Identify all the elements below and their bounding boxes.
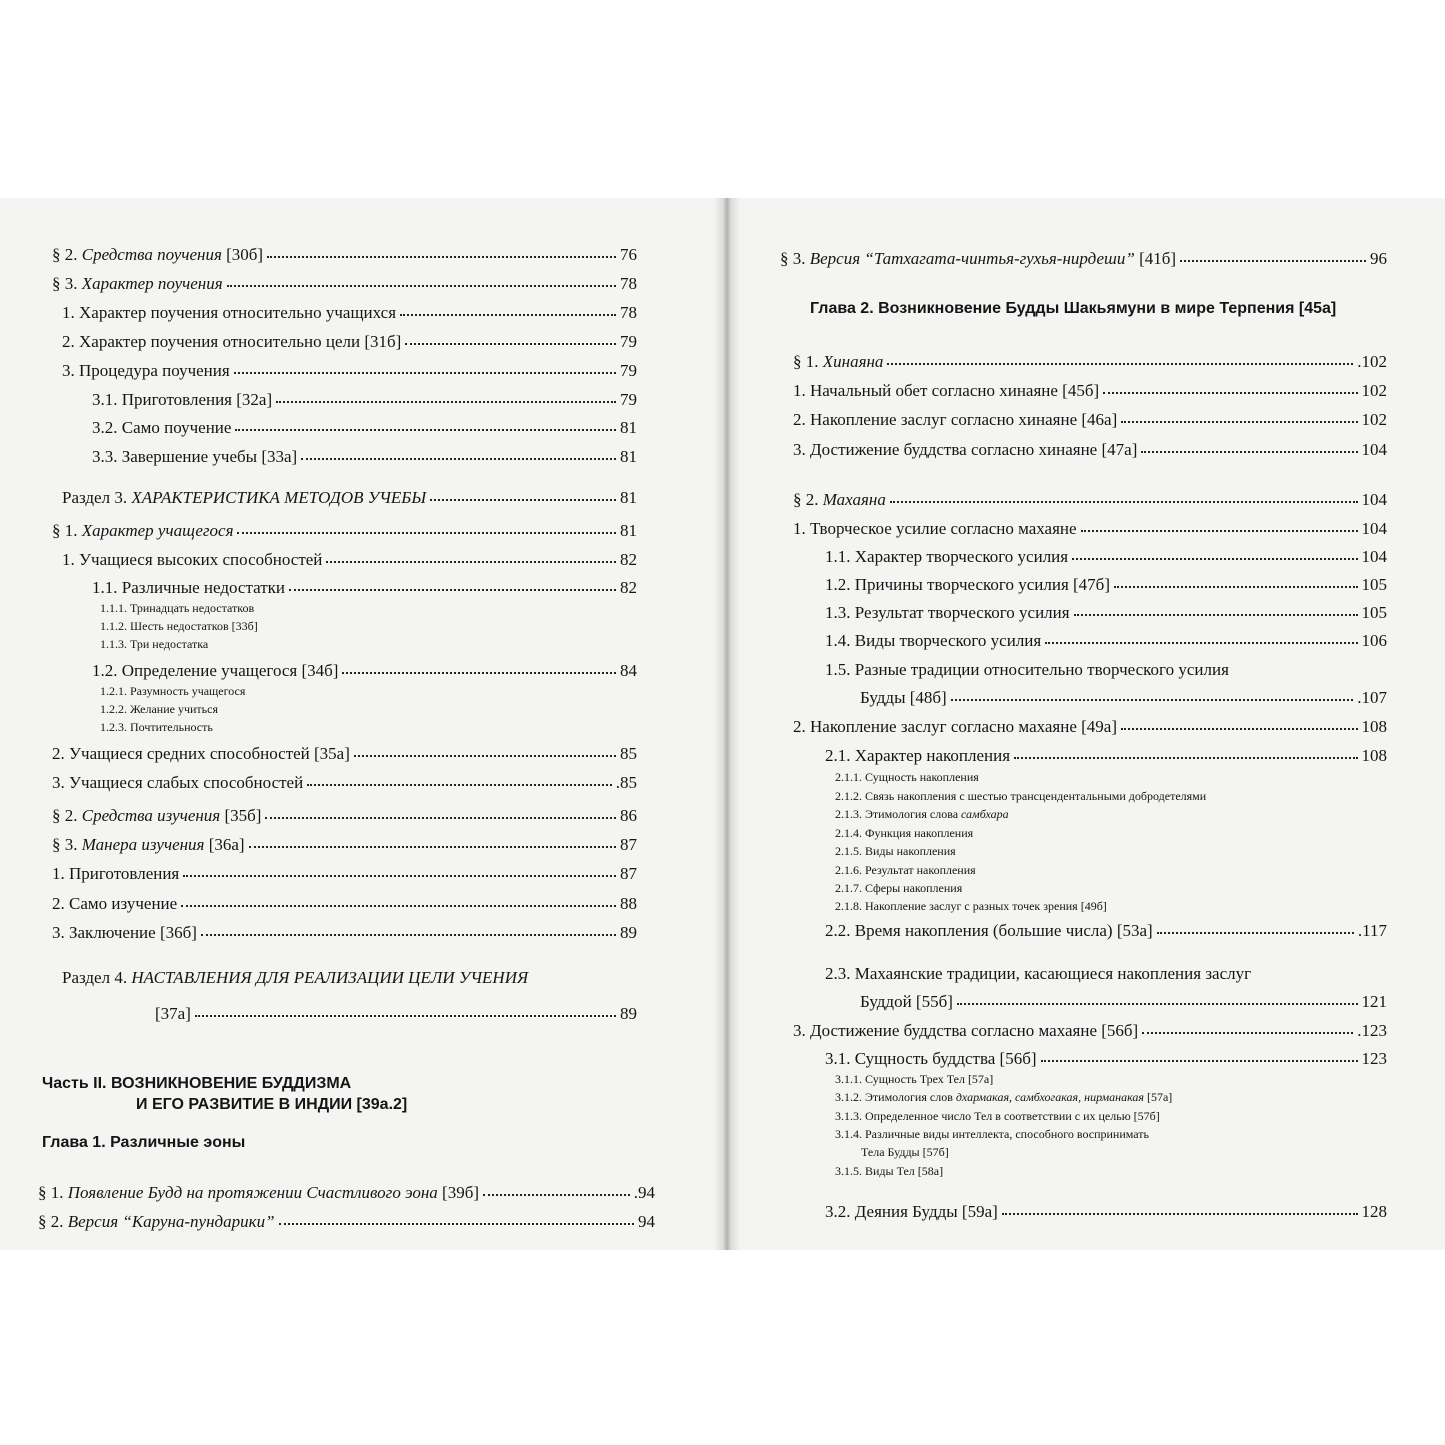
- toc-entry: [793, 519, 1387, 539]
- dot-leader: [1072, 557, 1357, 560]
- toc-entry-label: 3.1.5. Виды Тел [58а]: [835, 1164, 944, 1178]
- toc-entry: [92, 578, 637, 598]
- toc-entry-label: 3.1.4. Различные виды интеллекта, способного воспринимать: [835, 1127, 1150, 1141]
- toc-entry: [793, 1021, 1387, 1041]
- toc-entry-label: § 1. Появление Будд на протяжении Счастливого эона [39б]: [38, 1183, 480, 1202]
- dot-leader: [183, 874, 616, 877]
- toc-entry-label: 1.1. Характер творческого усилия: [825, 547, 1069, 566]
- toc-entry: [62, 550, 637, 570]
- toc-entry: [52, 923, 637, 943]
- toc-entry-label: [37а]: [155, 1004, 191, 1023]
- toc-entry: [793, 381, 1387, 401]
- dot-leader: [1180, 259, 1366, 262]
- toc-entry-label: 2. Накопление заслуг согласно хинаяне [46а]: [793, 410, 1118, 429]
- dot-leader: [301, 457, 616, 460]
- dot-leader: [279, 1222, 634, 1225]
- toc-entry: [92, 418, 637, 438]
- toc-entry-label: § 1. Характер учащегося: [52, 521, 234, 540]
- toc-entry: [38, 1183, 655, 1203]
- dot-leader: [1074, 613, 1358, 616]
- toc-entry-label: Раздел 4. НАСТАВЛЕНИЯ ДЛЯ РЕАЛИЗАЦИИ ЦЕЛИ УЧЕНИЯ: [62, 968, 529, 987]
- toc-page-number: 81: [620, 488, 637, 507]
- toc-entry-label: 2.1.4. Функция накопления: [835, 826, 974, 840]
- toc-entry: [825, 603, 1387, 623]
- toc-entry: [835, 1109, 1160, 1124]
- dot-leader: [234, 371, 616, 374]
- toc-page-number: .123: [1357, 1021, 1387, 1040]
- toc-page-number: .85: [615, 773, 637, 792]
- toc-entry: [52, 744, 637, 764]
- toc-entry-label: § 2. Средства поучения [30б]: [52, 245, 264, 264]
- toc-page-number: 78: [620, 274, 637, 293]
- dot-leader: [1157, 931, 1354, 934]
- part-heading-line1: Часть II. ВОЗНИКНОВЕНИЕ БУДДИЗМА: [42, 1075, 352, 1092]
- toc-entry-label: § 3. Версия “Татхагата-чинтья-гухья-нирдеши” [41б]: [780, 249, 1177, 268]
- toc-entry-label: 2.3. Махаянские традиции, касающиеся накопления заслуг: [825, 964, 1252, 983]
- dot-leader: [1121, 420, 1357, 423]
- toc-page-number: 78: [620, 303, 637, 322]
- toc-entry: [793, 717, 1387, 737]
- dot-leader: [267, 255, 616, 258]
- toc-page-number: 85: [620, 744, 637, 763]
- dot-leader: [227, 284, 616, 287]
- toc-entry-label: Будды [48б]: [860, 688, 947, 707]
- toc-entry: [62, 332, 637, 352]
- toc-entry: [825, 746, 1387, 766]
- dot-leader: [235, 428, 616, 431]
- toc-page-number: .102: [1357, 352, 1387, 371]
- toc-entry: [793, 490, 1387, 510]
- toc-entry-label: § 2. Версия “Каруна-пундарики”: [38, 1212, 275, 1231]
- toc-entry: [62, 361, 637, 381]
- toc-entry-label: 1. Начальный обет согласно хинаяне [45б]: [793, 381, 1100, 400]
- dot-leader: [1141, 450, 1357, 453]
- toc-entry-label: 3.2. Само поучение: [92, 418, 232, 437]
- toc-page-number: 86: [620, 806, 637, 825]
- toc-entry-label: 2. Характер поучения относительно цели [31б]: [62, 332, 402, 351]
- toc-page-number: 105: [1361, 603, 1387, 622]
- dot-leader: [1045, 641, 1357, 644]
- toc-entry: [38, 1212, 655, 1232]
- toc-page-number: 94: [638, 1212, 655, 1231]
- toc-entry: [100, 619, 258, 634]
- toc-entry: [100, 684, 245, 699]
- toc-entry: [835, 826, 973, 841]
- toc-entry: [835, 770, 979, 785]
- toc-entry-label: 2.1.2. Связь накопления с шестью трансцендентальными добродетелями: [835, 789, 1207, 803]
- toc-entry: [825, 921, 1387, 941]
- toc-page-number: 79: [620, 332, 637, 351]
- toc-page-number: .117: [1357, 921, 1387, 940]
- toc-entry: [793, 410, 1387, 430]
- toc-entry: [92, 661, 637, 681]
- toc-entry: [861, 1145, 949, 1160]
- toc-entry-label: 2.1.8. Накопление заслуг с разных точек зрения [49б]: [835, 899, 1107, 913]
- chapter-heading: Глава 1. Различные эоны: [42, 1134, 246, 1151]
- toc-entry-label: 2.1. Характер накопления: [825, 746, 1011, 765]
- toc-entry: [825, 964, 1251, 984]
- dot-leader: [405, 342, 616, 345]
- left-page: [0, 198, 714, 1250]
- toc-entry-label: § 2. Средства изучения [35б]: [52, 806, 262, 825]
- part-heading-line2: И ЕГО РАЗВИТИЕ В ИНДИИ [39а.2]: [136, 1096, 408, 1113]
- dot-leader: [890, 500, 1358, 503]
- dot-leader: [1014, 756, 1357, 759]
- dot-leader: [400, 313, 616, 316]
- toc-page-number: 88: [620, 894, 637, 913]
- toc-entry-label: 2.2. Время накопления (большие числа) [53а]: [825, 921, 1153, 940]
- toc-entry-label: 3. Заключение [36б]: [52, 923, 197, 942]
- dot-leader: [1114, 585, 1358, 588]
- toc-entry: [825, 1202, 1387, 1222]
- toc-entry-label: 2. Само изучение: [52, 894, 178, 913]
- toc-entry: [92, 390, 637, 410]
- toc-entry-label: 3.1.1. Сущность Трех Тел [57а]: [835, 1072, 994, 1086]
- toc-entry: [155, 1004, 637, 1024]
- toc-entry-label: 3. Достижение буддства согласно махаяне [56б]: [793, 1021, 1139, 1040]
- toc-page-number: 81: [620, 447, 637, 466]
- toc-entry-label: 3. Процедура поучения: [62, 361, 230, 380]
- toc-entry: [825, 1049, 1387, 1069]
- toc-entry-label: 3. Учащиеся слабых способностей: [52, 773, 304, 792]
- toc-entry: [825, 547, 1387, 567]
- toc-entry: [780, 249, 1387, 269]
- book-spread: [0, 198, 1445, 1250]
- dot-leader: [483, 1193, 630, 1196]
- dot-leader: [265, 816, 616, 819]
- toc-entry: [825, 631, 1387, 651]
- toc-entry: [52, 864, 637, 884]
- dot-leader: [237, 531, 616, 534]
- toc-entry-label: 3.1.2. Этимология слов дхармакая, самбхогакая, нирманакая [57а]: [835, 1090, 1173, 1104]
- toc-page-number: .94: [633, 1183, 655, 1202]
- toc-entry: [835, 807, 1009, 822]
- right-page: [740, 198, 1445, 1250]
- toc-entry-label: 1.3. Результат творческого усилия: [825, 603, 1070, 622]
- toc-entry-label: 1. Приготовления: [52, 864, 180, 883]
- toc-entry-label: Тела Будды [57б]: [861, 1145, 949, 1159]
- toc-entry-label: § 3. Характер поучения: [52, 274, 223, 293]
- toc-entry: [52, 245, 637, 265]
- toc-entry: [52, 894, 637, 914]
- toc-page-number: 82: [620, 578, 637, 597]
- toc-entry-label: 3. Достижение буддства согласно хинаяне [47а]: [793, 440, 1138, 459]
- dot-leader: [1103, 391, 1357, 394]
- toc-entry-label: 3.1. Сущность буддства [56б]: [825, 1049, 1037, 1068]
- chapter-heading: Глава 2. Возникновение Будды Шакьямуни в мире Терпения [45а]: [810, 300, 1337, 317]
- toc-page-number: 104: [1361, 547, 1387, 566]
- toc-entry-label: 3.3. Завершение учебы [33а]: [92, 447, 298, 466]
- toc-entry-label: § 1. Хинаяна: [793, 352, 884, 371]
- dot-leader: [249, 845, 616, 848]
- toc-page-number: 82: [620, 550, 637, 569]
- dot-leader: [181, 904, 616, 907]
- toc-entry: [835, 1090, 1172, 1105]
- toc-page-number: 102: [1361, 381, 1387, 400]
- toc-entry-label: 1.2. Причины творческого усилия [47б]: [825, 575, 1110, 594]
- toc-entry-label: 3.1.3. Определенное число Тел в соответствии с их целью [57б]: [835, 1109, 1160, 1123]
- dot-leader: [957, 1002, 1358, 1005]
- toc-page-number: .107: [1357, 688, 1387, 707]
- toc-entry: [52, 773, 637, 793]
- toc-page-number: 79: [620, 390, 637, 409]
- toc-entry-label: Раздел 3. ХАРАКТЕРИСТИКА МЕТОДОВ УЧЕБЫ: [62, 488, 427, 507]
- toc-entry-label: 1.2.1. Разумность учащегося: [100, 684, 246, 698]
- toc-entry-label: 2.1.5. Виды накопления: [835, 844, 956, 858]
- toc-entry: [62, 968, 528, 988]
- toc-entry-label: 2. Накопление заслуг согласно махаяне [49а]: [793, 717, 1118, 736]
- toc-page-number: 87: [620, 864, 637, 883]
- toc-entry: [100, 720, 213, 735]
- toc-entry-label: 2.1.3. Этимология слова самбхара: [835, 807, 1009, 821]
- dot-leader: [276, 400, 616, 403]
- dot-leader: [1002, 1212, 1358, 1215]
- dot-leader: [201, 933, 616, 936]
- dot-leader: [326, 560, 616, 563]
- toc-page-number: 89: [620, 923, 637, 942]
- toc-entry: [860, 992, 1387, 1012]
- toc-entry: [835, 1164, 943, 1179]
- toc-page-number: 123: [1361, 1049, 1387, 1068]
- toc-entry-label: 1.1.3. Три недостатка: [100, 637, 209, 651]
- toc-entry-label: 1. Характер поучения относительно учащихся: [62, 303, 397, 322]
- toc-entry: [860, 688, 1387, 708]
- toc-page-number: 108: [1361, 717, 1387, 736]
- toc-entry-label: 1.1. Различные недостатки: [92, 578, 285, 597]
- dot-leader: [1081, 529, 1358, 532]
- toc-entry: [793, 440, 1387, 460]
- toc-page-number: 84: [620, 661, 637, 680]
- toc-page-number: 76: [620, 245, 637, 264]
- toc-entry-label: 1. Учащиеся высоких способностей: [62, 550, 323, 569]
- toc-entry-label: 1.1.2. Шесть недостатков [33б]: [100, 619, 258, 633]
- toc-page-number: 87: [620, 835, 637, 854]
- toc-entry: [92, 447, 637, 467]
- toc-entry: [825, 660, 1229, 680]
- toc-page-number: 81: [620, 521, 637, 540]
- dot-leader: [430, 498, 616, 501]
- toc-entry: [62, 303, 637, 323]
- dot-leader: [354, 754, 616, 757]
- toc-page-number: 121: [1361, 992, 1387, 1011]
- dot-leader: [951, 698, 1354, 701]
- toc-entry: [835, 844, 956, 859]
- dot-leader: [1041, 1059, 1358, 1062]
- toc-entry-label: 1.2.2. Желание учиться: [100, 702, 218, 716]
- toc-page-number: 102: [1361, 410, 1387, 429]
- dot-leader: [1142, 1031, 1353, 1034]
- toc-entry-label: 2.1.6. Результат накопления: [835, 863, 976, 877]
- toc-entry: [835, 881, 962, 896]
- toc-entry-label: § 2. Махаяна: [793, 490, 886, 509]
- toc-entry-label: 1.5. Разные традиции относительно творческого усилия: [825, 660, 1229, 679]
- toc-entry-label: 1. Творческое усилие согласно махаяне: [793, 519, 1077, 538]
- toc-entry-label: § 3. Манера изучения [36а]: [52, 835, 245, 854]
- toc-page-number: 79: [620, 361, 637, 380]
- toc-entry: [835, 789, 1206, 804]
- toc-page-number: 81: [620, 418, 637, 437]
- dot-leader: [307, 783, 612, 786]
- toc-entry: [100, 637, 208, 652]
- toc-entry-label: 2. Учащиеся средних способностей [35а]: [52, 744, 350, 763]
- toc-entry-label: 1.4. Виды творческого усилия: [825, 631, 1042, 650]
- toc-page-number: 128: [1361, 1202, 1387, 1221]
- toc-entry-label: 2.1.7. Сферы накопления: [835, 881, 963, 895]
- dot-leader: [289, 588, 616, 591]
- toc-page-number: 106: [1361, 631, 1387, 650]
- toc-page-number: 105: [1361, 575, 1387, 594]
- toc-entry-label: Буддой [55б]: [860, 992, 953, 1011]
- toc-entry-label: 2.1.1. Сущность накопления: [835, 770, 979, 784]
- toc-entry: [52, 806, 637, 826]
- toc-entry: [100, 702, 218, 717]
- toc-entry: [835, 1072, 993, 1087]
- toc-entry: [100, 601, 254, 616]
- toc-entry: [825, 575, 1387, 595]
- toc-page-number: 104: [1361, 490, 1387, 509]
- toc-entry: [835, 1127, 1149, 1142]
- toc-page-number: 108: [1361, 746, 1387, 765]
- toc-entry: [52, 521, 637, 541]
- toc-entry: [835, 863, 976, 878]
- dot-leader: [1121, 727, 1357, 730]
- toc-entry: [52, 274, 637, 294]
- toc-page-number: 89: [620, 1004, 637, 1023]
- toc-entry-label: 3.2. Деяния Будды [59а]: [825, 1202, 998, 1221]
- toc-entry-label: 1.2. Определение учащегося [34б]: [92, 661, 339, 680]
- book-gutter: [714, 198, 740, 1250]
- toc-entry-label: 1.2.3. Почтительность: [100, 720, 213, 734]
- toc-entry-label: 3.1. Приготовления [32а]: [92, 390, 273, 409]
- dot-leader: [342, 671, 616, 674]
- toc-page-number: 104: [1361, 519, 1387, 538]
- dot-leader: [887, 362, 1353, 365]
- toc-entry: [52, 835, 637, 855]
- toc-entry: [835, 899, 1107, 914]
- toc-entry-label: 1.1.1. Тринадцать недостатков: [100, 601, 255, 615]
- toc-page-number: 96: [1370, 249, 1387, 268]
- toc-page-number: 104: [1361, 440, 1387, 459]
- dot-leader: [195, 1014, 616, 1017]
- toc-entry: [793, 352, 1387, 372]
- toc-entry: [62, 488, 637, 508]
